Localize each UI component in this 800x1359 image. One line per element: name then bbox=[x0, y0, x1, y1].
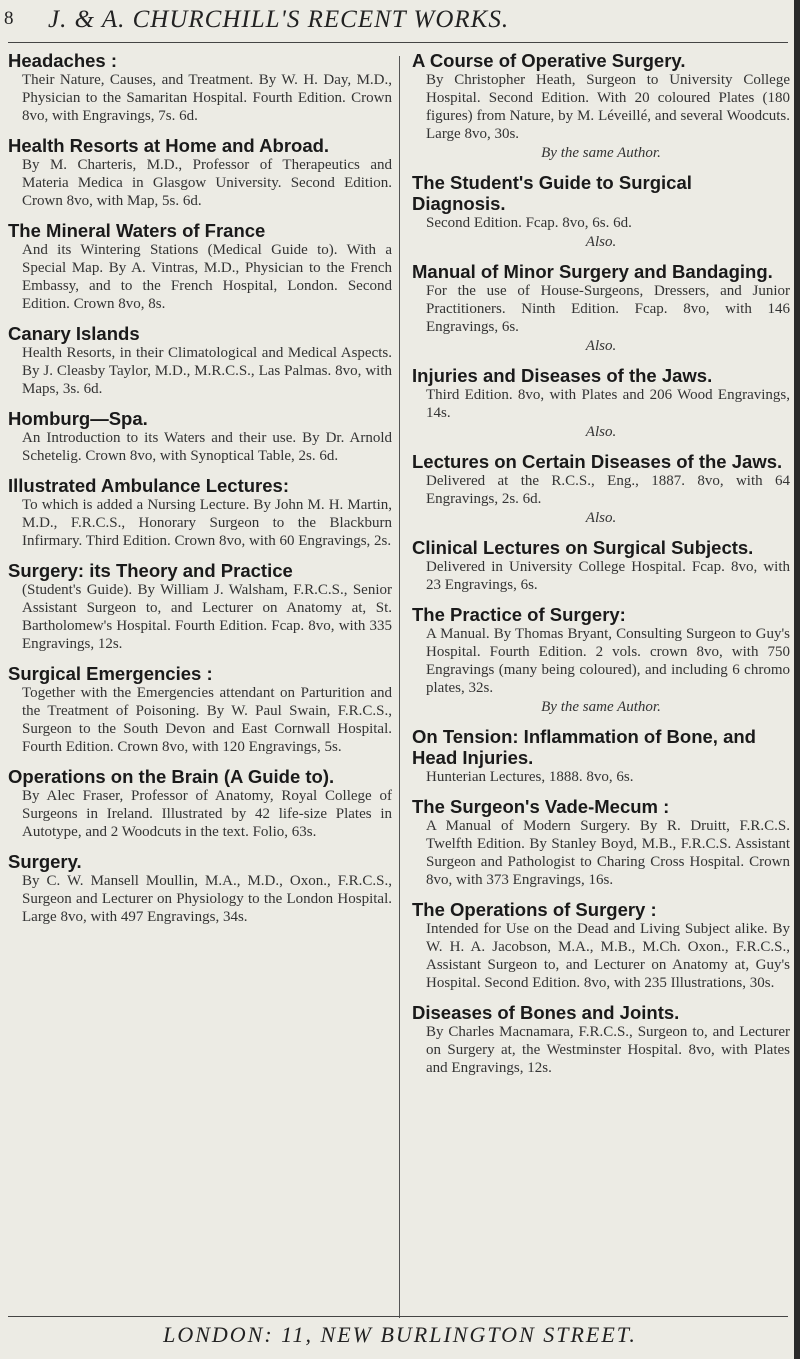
book-entry bbox=[412, 451, 790, 527]
book-entry bbox=[412, 537, 790, 594]
book-title: The Practice of Surgery: bbox=[412, 604, 626, 625]
footer-rule bbox=[8, 1316, 788, 1317]
book-entry bbox=[412, 1002, 790, 1077]
book-entry bbox=[412, 365, 790, 441]
book-description: A Manual of Modern Surgery. By R. Druitt, F.R.C.S. Twelfth Edition. By Stanley Boyd, M.B., F.R.C.S. Assistant Surgeon and Pathologist to Charing Cross Hospital. Crown 8vo, with 373 Engravings, 16s. bbox=[426, 818, 790, 888]
book-description: By C. W. Mansell Moullin, M.A., M.D., Oxon., F.R.C.S., Surgeon and Lecturer on Physiology to the London Hospital. Large 8vo, with 497 Engravings, 34s. bbox=[22, 873, 392, 925]
book-title: Injuries and Diseases of the Jaws. bbox=[412, 365, 713, 386]
book-description: Their Nature, Causes, and Treatment. By W. H. Day, M.D., Physician to the Samaritan Hospital. Fourth Edition. Crown 8vo, with Engravings, 7s. 6d. bbox=[22, 72, 392, 124]
book-title: Homburg—Spa. bbox=[8, 408, 148, 429]
book-description: To which is added a Nursing Lecture. By John M. H. Martin, M.D., F.R.C.S., Honorary Surgeon to the Blackburn Infirmary. Third Edition. Crown 8vo, with 60 Engravings, 2s. bbox=[22, 497, 392, 549]
book-description: By Charles Macnamara, F.R.C.S., Surgeon to, and Lecturer on Surgery at, the Westminster Hospital. 8vo, with Plates and Engravings, 12s. bbox=[426, 1024, 790, 1076]
book-title: On Tension: Inflammation of Bone, and Head Injuries. bbox=[412, 726, 756, 768]
book-entry bbox=[8, 766, 392, 841]
book-entry bbox=[412, 604, 790, 716]
book-title: Health Resorts at Home and Abroad. bbox=[8, 135, 330, 156]
running-title: J. & A. CHURCHILL'S RECENT WORKS. bbox=[48, 6, 510, 33]
book-title: The Mineral Waters of France bbox=[8, 220, 266, 241]
also-note: Also. bbox=[585, 510, 617, 526]
book-description: By Alec Fraser, Professor of Anatomy, Royal College of Surgeons in Ireland. Illustrated by 42 life-size Plates in Autotype, and 2 Woodcuts in the text. Folio, 63s. bbox=[22, 788, 392, 840]
book-title: Surgical Emergencies : bbox=[8, 663, 213, 684]
book-description: Second Edition. Fcap. 8vo, 6s. 6d. bbox=[426, 215, 632, 231]
book-title: Operations on the Brain (A Guide to). bbox=[8, 766, 335, 787]
also-note: Also. bbox=[585, 424, 617, 440]
book-description: Hunterian Lectures, 1888. 8vo, 6s. bbox=[426, 769, 634, 785]
column-divider bbox=[399, 56, 400, 1318]
book-entry bbox=[8, 663, 392, 756]
book-title: Headaches : bbox=[8, 50, 117, 71]
page-number: 8 bbox=[4, 8, 14, 29]
left-column bbox=[8, 50, 392, 936]
book-title: Illustrated Ambulance Lectures: bbox=[8, 475, 289, 496]
book-entry bbox=[8, 851, 392, 926]
book-description: (Student's Guide). By William J. Walsham, F.R.C.S., Senior Assistant Surgeon to, and Lecturer on Anatomy at, St. Bartholomew's Hospital. Fourth Edition. Fcap. 8vo, with 335 Engravings, 12s. bbox=[22, 582, 392, 652]
book-title: Lectures on Certain Diseases of the Jaws. bbox=[412, 451, 783, 472]
book-description: By M. Charteris, M.D., Professor of Therapeutics and Materia Medica in Glasgow University. Second Edition. Crown 8vo, with Map, 5s. 6d. bbox=[22, 157, 392, 209]
book-entry bbox=[8, 560, 392, 653]
page-edge bbox=[794, 0, 800, 1359]
book-entry bbox=[8, 475, 392, 550]
book-entry bbox=[8, 135, 392, 210]
book-description: For the use of House-Surgeons, Dressers, and Junior Practitioners. Ninth Edition. Fcap. 8vo, with 146 Engravings, 6s. bbox=[426, 283, 790, 335]
book-title: The Operations of Surgery : bbox=[412, 899, 657, 920]
book-title: Surgery. bbox=[8, 851, 82, 872]
book-title: Diseases of Bones and Joints. bbox=[412, 1002, 680, 1023]
book-title: Clinical Lectures on Surgical Subjects. bbox=[412, 537, 754, 558]
book-entry bbox=[8, 323, 392, 398]
book-entry bbox=[8, 408, 392, 465]
book-description: By Christopher Heath, Surgeon to University College Hospital. Second Edition. With 20 coloured Plates (180 figures) from Nature, by M. Léveillé, and several Woodcuts. Large 8vo, 30s. bbox=[426, 72, 790, 142]
also-note: Also. bbox=[585, 234, 617, 250]
book-description: Delivered at the R.C.S., Eng., 1887. 8vo, with 64 Engravings, 2s. 6d. bbox=[426, 473, 790, 507]
book-description: A Manual. By Thomas Bryant, Consulting Surgeon to Guy's Hospital. Fourth Edition. 2 vols. crown 8vo, with 750 Engravings (many being coloured), and including 6 chromo plates, 32s. bbox=[426, 626, 790, 696]
publisher-address: LONDON: 11, NEW BURLINGTON STREET. bbox=[163, 1322, 637, 1347]
book-entry bbox=[412, 899, 790, 992]
book-entry bbox=[412, 796, 790, 889]
book-description: Health Resorts, in their Climatological and Medical Aspects. By J. Cleasby Taylor, M.D., M.R.C.S., Las Palmas. 8vo, with Maps, 3s. 6d. bbox=[22, 345, 392, 397]
book-entry bbox=[412, 726, 790, 786]
book-description: An Introduction to its Waters and their use. By Dr. Arnold Schetelig. Crown 8vo, with Synoptical Table, 2s. 6d. bbox=[22, 430, 392, 464]
book-entry bbox=[412, 50, 790, 162]
book-entry bbox=[412, 261, 790, 355]
book-entry bbox=[8, 50, 392, 125]
book-description: And its Wintering Stations (Medical Guide to). With a Special Map. By A. Vintras, M.D., Physician to the French Embassy, and to the French Hospital, London. Second Edition. Crown 8vo, 8s. bbox=[22, 242, 392, 312]
right-column bbox=[412, 50, 790, 1087]
book-description: Together with the Emergencies attendant on Parturition and the Treatment of Poisoning. By W. Paul Swain, F.R.C.S., Surgeon to the South Devon and East Cornwall Hospital. Fourth Edition. Crown 8vo, with 120 Engravings, 5s. bbox=[22, 685, 392, 755]
book-entry bbox=[412, 172, 790, 251]
book-title: Canary Islands bbox=[8, 323, 140, 344]
book-title: Manual of Minor Surgery and Bandaging. bbox=[412, 261, 773, 282]
also-note: By the same Author. bbox=[541, 145, 661, 161]
book-title: The Surgeon's Vade-Mecum : bbox=[412, 796, 670, 817]
also-note: By the same Author. bbox=[541, 699, 661, 715]
book-entry bbox=[8, 220, 392, 313]
book-title: A Course of Operative Surgery. bbox=[412, 50, 686, 71]
book-title: Surgery: its Theory and Practice bbox=[8, 560, 293, 581]
book-description: Third Edition. 8vo, with Plates and 206 Wood Engravings, 14s. bbox=[426, 387, 790, 421]
also-note: Also. bbox=[585, 338, 617, 354]
book-description: Delivered in University College Hospital. Fcap. 8vo, with 23 Engravings, 6s. bbox=[426, 559, 790, 593]
book-description: Intended for Use on the Dead and Living Subject alike. By W. H. A. Jacobson, M.A., M.B., M.Ch. Oxon., F.R.C.S., Assistant Surgeon to, and Lecturer on Anatomy at, Guy's Hospital. Second Edition. 8vo, with 235 Illustrations, 30s. bbox=[426, 921, 790, 991]
book-title: The Student's Guide to Surgical Diagnosis. bbox=[412, 172, 692, 214]
header-rule bbox=[8, 42, 788, 43]
